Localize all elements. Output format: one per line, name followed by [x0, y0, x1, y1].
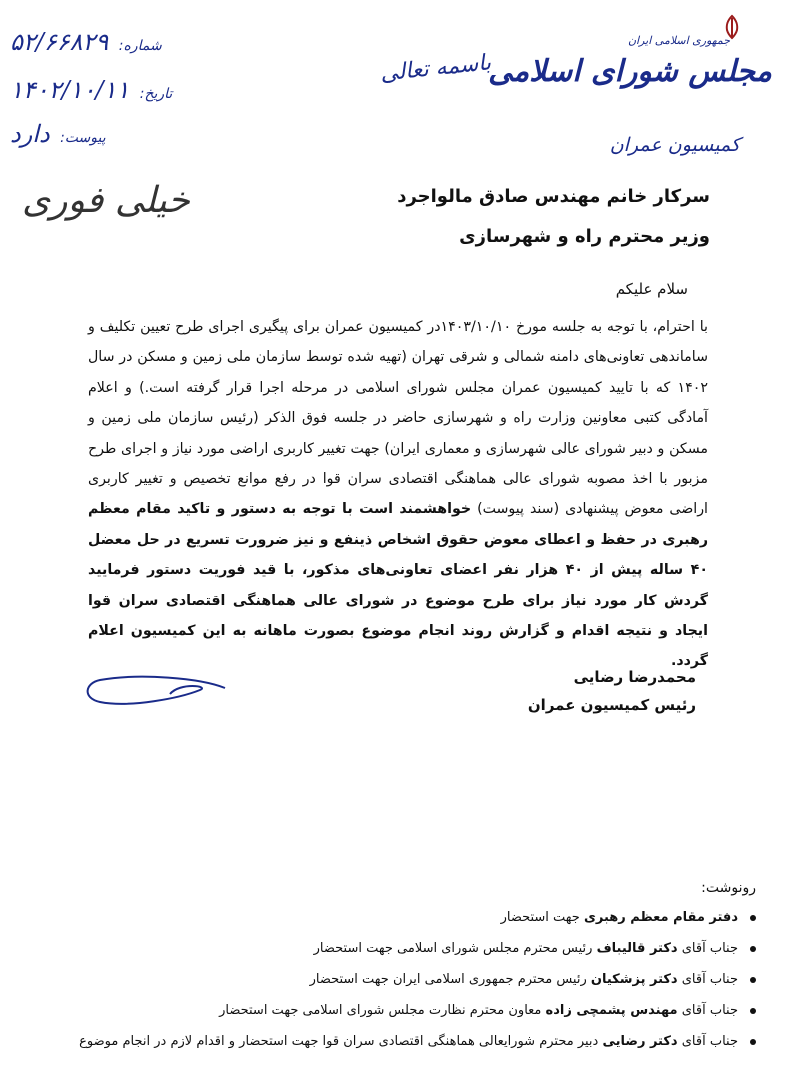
signatory-title: رئیس کمیسیون عمران	[527, 696, 696, 714]
number-label: شماره:	[118, 38, 162, 54]
majlis-logo: مجلس شورای اسلامی	[488, 54, 772, 89]
cc-list	[56, 902, 756, 1057]
urgent-note: خیلی فوری	[22, 180, 190, 221]
body-bold-text: خواهشمند است با توجه به دستور و تاکید مقام معظم رهبری در حفظ و اعطای معوض حقوق اشخاص ذینفع و نیز ضرورت تسریع در حل معضل ۴۰ ساله پیش از ۴۰ هزار نفر اعضای تعاونی‌های مذکور، با قید فوریت دستور فرمایید گردش کار مورد نیاز برای طرح موضوع در شورای عالی هماهنگی اقتصادی سران قوا ایجاد و نتیجه اقدام و گزارش روند انجام موضوع بصورت ماهانه به این کمیسیون اعلام گردد.	[88, 501, 708, 670]
cc-title: رونوشت:	[701, 880, 756, 896]
cc-recipient: دکتر قالیباف	[596, 941, 678, 956]
cc-item	[56, 902, 756, 933]
cc-recipient: دفتر مقام معظم رهبری	[583, 910, 738, 925]
cc-prefix: جناب آقای	[677, 1003, 738, 1018]
cc-prefix: جناب آقای	[677, 1034, 738, 1049]
letter-number	[10, 28, 162, 56]
greeting: سلام علیکم	[615, 280, 688, 298]
bullet-icon	[750, 915, 756, 921]
attachment-label: پیوست:	[60, 130, 106, 146]
cc-purpose: معاون محترم نظارت مجلس شورای اسلامی جهت استحضار	[219, 1003, 546, 1018]
cc-item	[56, 933, 756, 964]
letter-body	[88, 312, 708, 677]
addressee-title: وزیر محترم راه و شهرسازی	[459, 226, 710, 247]
cc-recipient: دکتر پزشکیان	[590, 972, 678, 987]
cc-recipient: مهندس پشمچی زاده	[545, 1003, 678, 1018]
bullet-icon	[750, 1039, 756, 1045]
logo-top-text: جمهوری اسلامی ایران	[627, 34, 730, 47]
signature-icon	[80, 668, 230, 718]
bullet-icon	[750, 977, 756, 983]
commission-logo: کمیسیون عمران	[609, 134, 740, 156]
cc-prefix: جناب آقای	[677, 941, 738, 956]
cc-item	[56, 964, 756, 995]
addressee-name: سرکار خانم مهندس صادق مالواجرد	[397, 186, 710, 207]
cc-purpose: رئیس محترم جمهوری اسلامی ایران جهت استحضار	[309, 972, 591, 987]
attachment-value: دارد	[10, 120, 50, 148]
cc-purpose: رئیس محترم مجلس شورای اسلامی جهت استحضار	[313, 941, 597, 956]
body-regular-text: با احترام، با توجه به جلسه مورخ ۱۴۰۳/۱۰/۱۰در کمیسیون عمران برای پیگیری اجرای طرح تعیین تکلیف و ساماندهی تعاونی‌های دامنه شمالی و شرقی تهران (تهیه شده توسط سازمان ملی زمین و مسکن در سال ۱۴۰۲ که با تایید کمیسیون عمران مجلس شورای اسلامی در مرحله اجرا قرار گرفته است.) و اعلام آمادگی کتبی معاونین وزارت راه و شهرسازی حاضر در جلسه فوق الذکر (رئیس سازمان ملی زمین و مسکن و دبیر شورای عالی شهرسازی و معماری ایران) جهت تغییر کاربری اراضی مورد نیاز و اجرای طرح مزبور با اخذ مصوبه شورای عالی هماهنگی اقتصادی سران قوا در رفع موانع تخصیص و تغییر کاربری اراضی معوض پیشنهادی (سند پیوست)	[88, 319, 708, 518]
bullet-icon	[750, 946, 756, 952]
cc-item	[56, 995, 756, 1026]
signatory-name: محمدرضا رضایی	[573, 668, 696, 686]
date-value: ۱۴۰۲/۱۰/۱۱	[10, 76, 130, 104]
bullet-icon	[750, 1008, 756, 1014]
number-value: ۵۲/۶۶۸۲۹	[10, 28, 109, 56]
cc-purpose: دبیر محترم شورایعالی هماهنگی اقتصادی سران قوا جهت استحضار و اقدام لازم در انجام موضوع	[79, 1034, 603, 1049]
cc-prefix: جناب آقای	[677, 972, 738, 987]
signature-block	[476, 668, 696, 714]
cc-recipient: دکتر رضایی	[602, 1034, 678, 1049]
bismillah: باسمه تعالی	[378, 50, 493, 87]
letter-attachment	[10, 120, 106, 148]
cc-item	[56, 1026, 756, 1057]
cc-purpose: جهت استحضار	[500, 910, 584, 925]
date-label: تاریخ:	[139, 86, 173, 102]
letter-date	[10, 76, 172, 104]
